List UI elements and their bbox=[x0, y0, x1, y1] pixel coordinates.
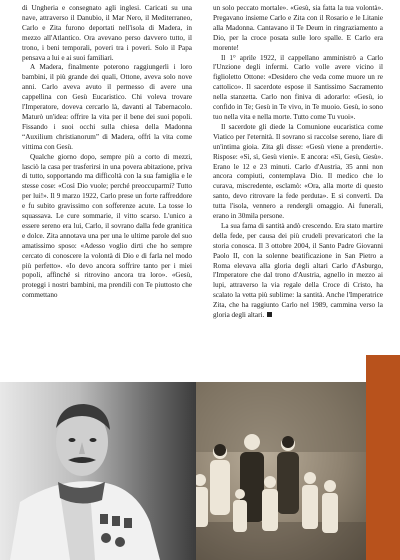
paragraph: Qualche giorno dopo, sempre più a corto di mezzi, lasciò la casa per trasferirsi in una povera abitazione, priva di tutto, sopportando ma difficoltà con la sua famiglia e le stesse cose: «Così Dio vuole; perché preoccuparmi? Tutto per lui!». Il 9 marzo 1922, Carlo prese un forte raffreddore e fu subito gravissimo con sofferenze acute. La tosse lo squassava. Le cure sommarie, il vitto scarso. L'unico a essere sereno era lui, Carlo, il sovrano dalla fede granitica e dolce. Zita annotava una per una le ultime parole del suo amatissimo sposo: «Adesso voglio dirti che ho sempre cercato di conoscere la volontà di Dio e di farla nel modo più perfetto». «Io devo ancora soffrire tanto per i miei popoli, affinché si ritrovino ancora tra loro». «Gesù, proteggi i nostri bambini, ma prendili con Te piuttosto che commettano bbox=[22, 152, 192, 300]
right-text-column bbox=[213, 4, 383, 321]
accent-bar bbox=[366, 355, 400, 560]
end-of-article-mark bbox=[267, 312, 272, 317]
paragraph: A Madera, finalmente poterono raggiungerli i loro bambini, il più grande dei quali, Ottone, aveva solo nove anni. Carlo aveva avuto il permesso di avere una cappellina con Gesù Eucaristico. Chi voleva trovare l'Imperatore, doveva cercarlo là, davanti al Tabernacolo. Maturò un'idea: offrire la vita per il bene dei suoi popoli. Fissando i suoi occhi sulla chiesa della Madonna “Auxilium christianorum” di Madera, offrì la vita come vittima con Gesù. bbox=[22, 63, 192, 151]
left-text-column bbox=[22, 4, 192, 301]
portrait-photo bbox=[0, 382, 196, 560]
paragraph: di Ungheria e consegnato agli inglesi. Caricati su una nave, attraverso il Danubio, il Mar Nero, il Mediterraneo, Carlo e Zita furono deportati nell'isola di Madera, in mezzo all'Atlantico. Ora avevano perso davvero tutto, il trono, i beni temporali, poveri tra i poveri. Solo il Papa pensava a lui e ai suoi familiari. bbox=[22, 4, 192, 62]
paragraph: un solo peccato mortale». «Gesù, sia fatta la tua volontà». Pregavano insieme Carlo e Zita con il Rosario e le Litanie alla Madonna. Cantavano il Te Deum in ringraziamento a Dio, per la croce posata sulle loro spalle. E Carlo era morente! bbox=[213, 4, 383, 52]
paragraph: Il 1° aprile 1922, il cappellano amministrò a Carlo l'Unzione degli infermi. Carlo volle avere vicino il figlioletto Ottone: «Desidero che veda come muore un re cattolico». Il sacerdote espose il Santissimo Sacramento nella stanzetta. Carlo non finiva di adorarlo: «Gesù, io confido in Te; Gesù in Te vivo, in Te muoio. Gesù, io sono tuo nella vita e nella morte. Tutto come Tu vuoi». bbox=[213, 53, 383, 121]
paragraph-text: La sua fama di santità andò crescendo. Era stato martire della fede, per causa dei più crudeli prevaricatori che la storia conosca. Il 3 ottobre 2004, il Santo Padre Giovanni Paolo II, con la solenne beatificazione in San Pietro a Roma elevava alla gloria degli altari Carlo d'Asburgo, l'Imperatore che dal trono d'Austria, agnello in mezzo ai lupi, attraverso la via regale della Croce di Cristo, ha scalato la vetta più sublime: la santità. Anche l'Imperatrice Zita, che ha raggiunto Carlo nel 1989, cammina verso la gloria degli altari. bbox=[213, 221, 383, 320]
paragraph bbox=[213, 222, 383, 321]
portrait-illustration bbox=[0, 382, 196, 560]
paragraph: Il sacerdote gli diede la Comunione eucaristica come Viatico per l'eternità. Il sovrano si raccolse sereno, liare di un'intima gioia. Zita gli disse: «Gesù viene a prenderti». Rispose: «Sì, sì, Gesù vieni». E ancora: «Sì, Gesù, Gesù». Erano le 12 e 23 minuti. Carlo d'Austria, 35 anni non ancora compiuti, contemplava Dio. Il medico che lo curava, miscredente, esclamò: «Ora, alla morte di questo santo, devo ritrovare la fede perduta». E si convertì. Da tutta l'isola, vennero a rendergli omaggio. Ai funerali, erano in 30mila persone. bbox=[213, 122, 383, 221]
